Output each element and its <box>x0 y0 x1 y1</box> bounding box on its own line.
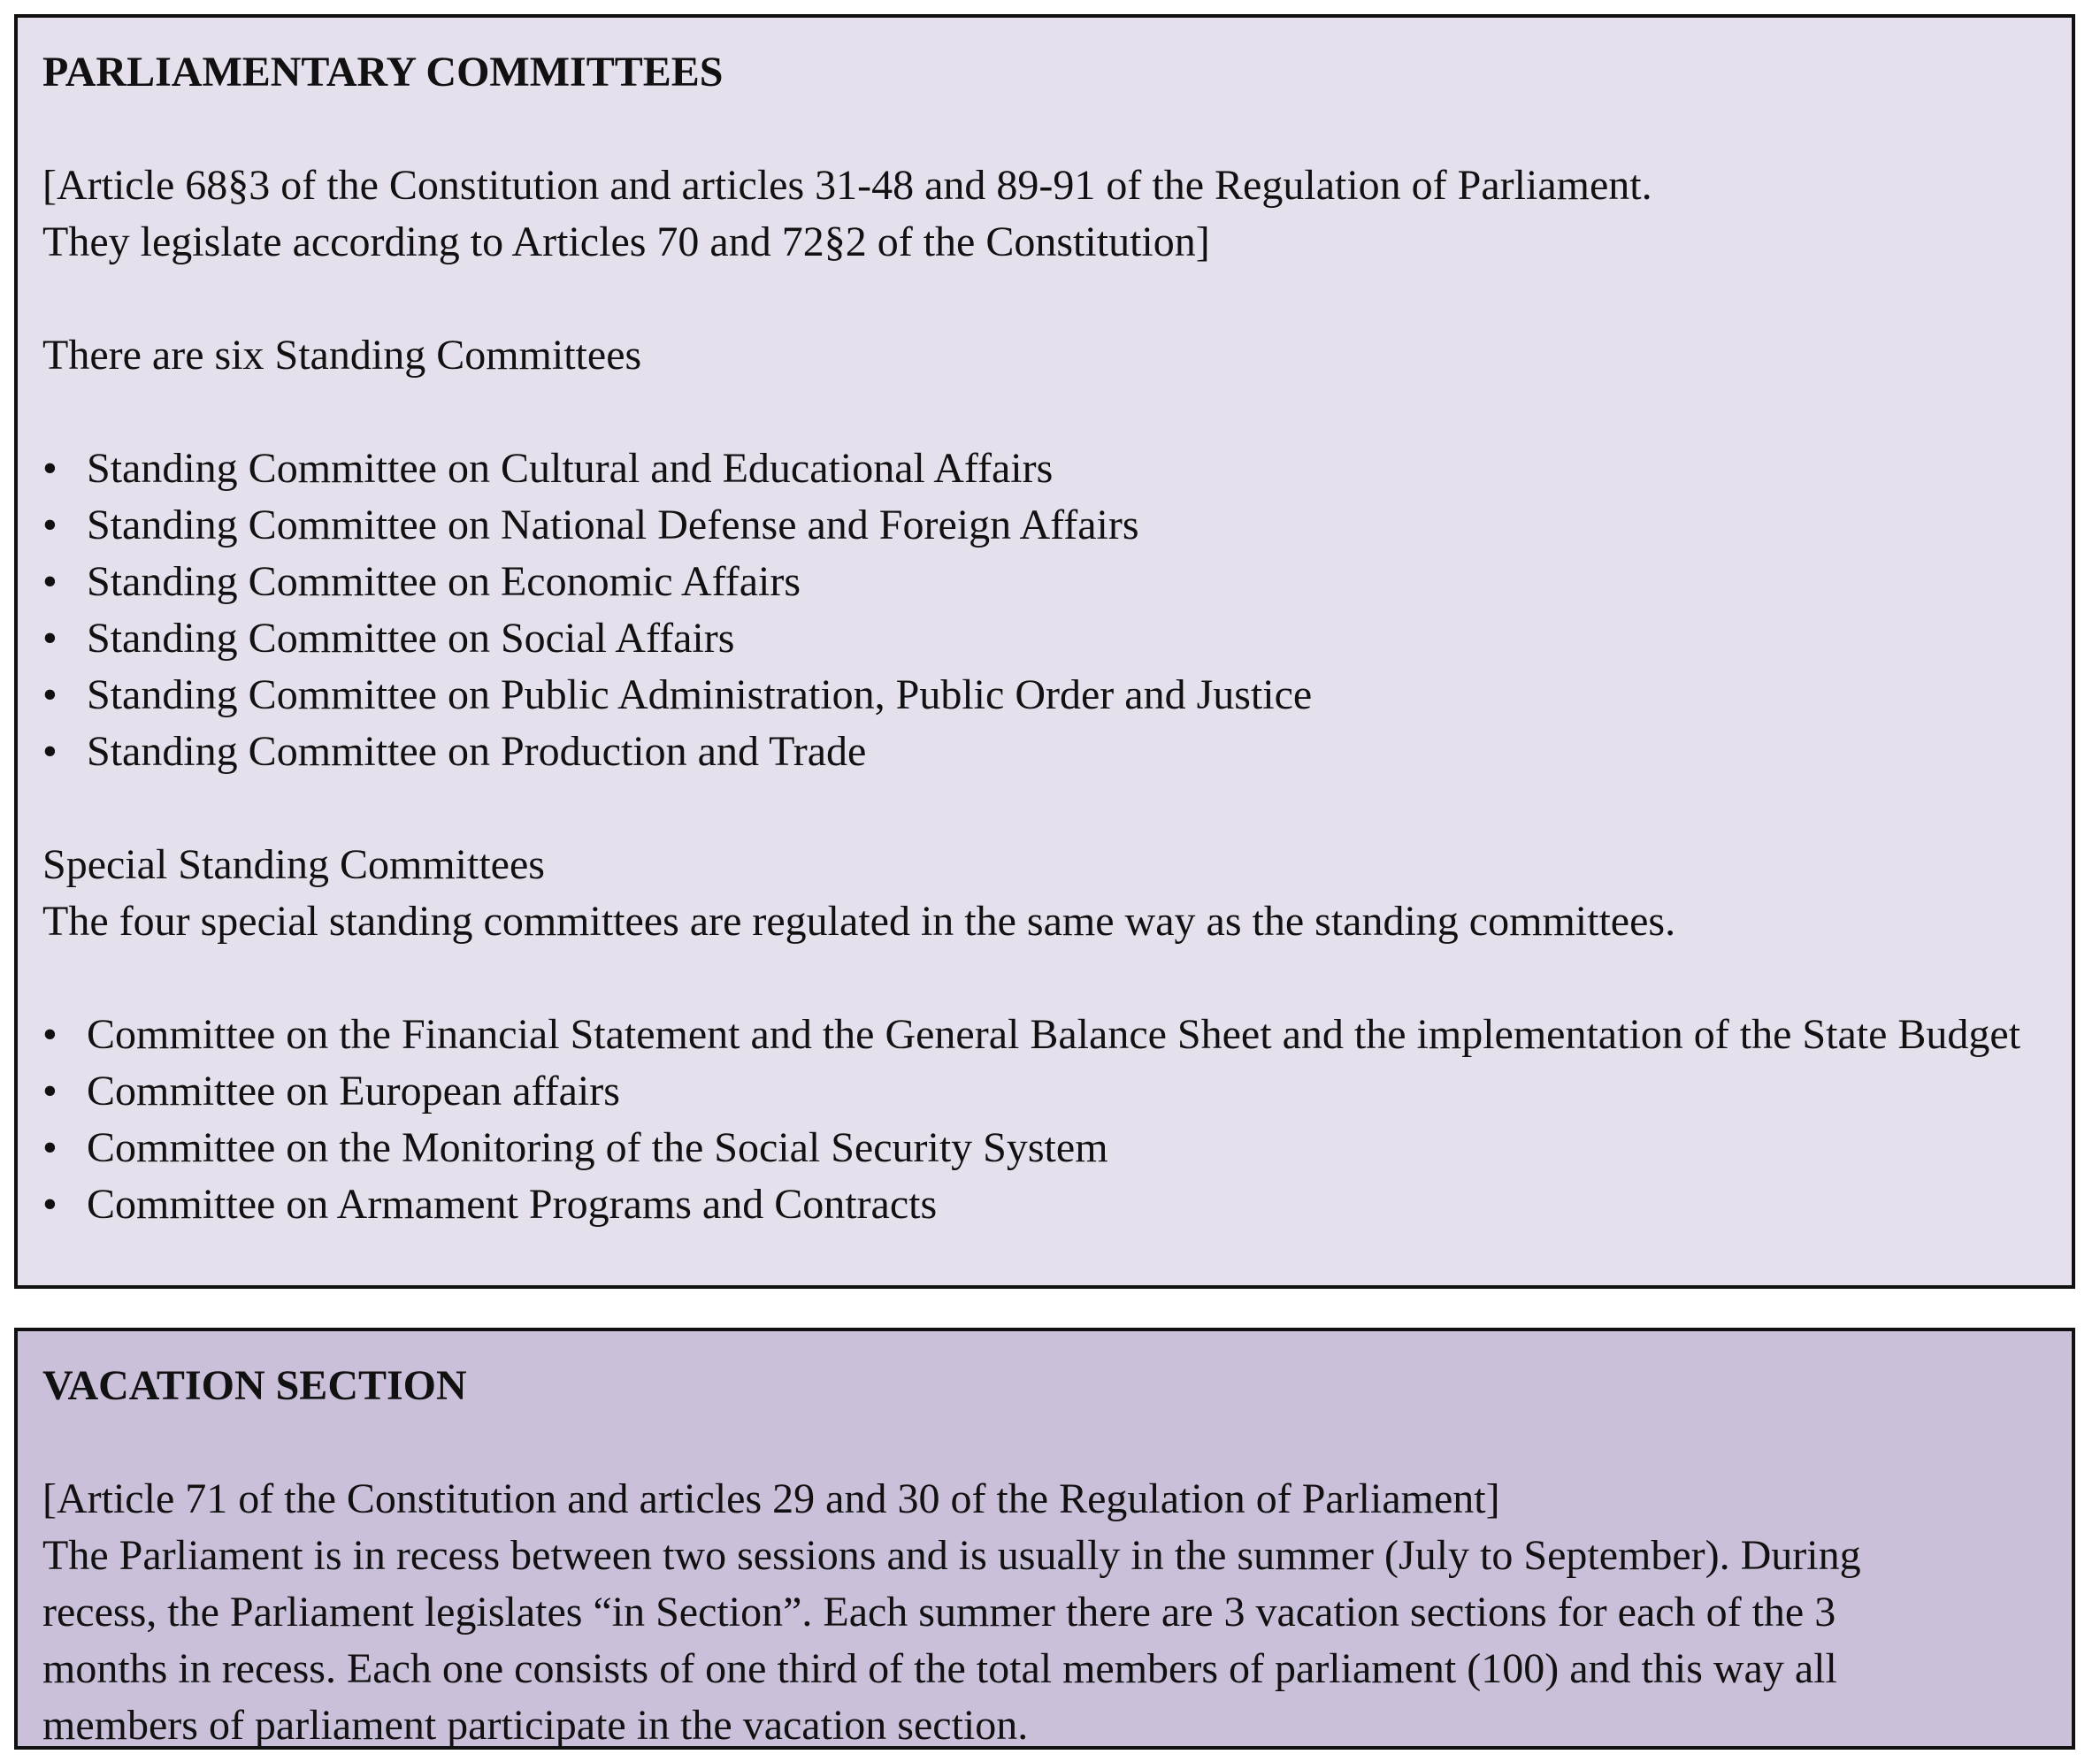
vacation-body-line: The Parliament is in recess between two sessions and is usually in the summer (July to September). During <box>42 1532 1861 1579</box>
list-item: • Standing Committee on Production and Trade <box>42 724 2047 780</box>
list-item: • Standing Committee on Public Administration, Public Order and Justice <box>42 667 2047 724</box>
list-item: • Standing Committee on National Defense and Foreign Affairs <box>42 497 2047 554</box>
vacation-section-box <box>14 1328 2075 1750</box>
parliamentary-committees-box <box>14 14 2075 1289</box>
vacation-title: VACATION SECTION <box>42 1362 467 1409</box>
vacation-body-line: recess, the Parliament legislates “in Section”. Each summer there are 3 vacation sections for each of the 3 <box>42 1589 1836 1636</box>
list-item: • Committee on the Financial Statement and the General Balance Sheet and the implementation of the State Budget <box>42 1007 2047 1063</box>
vacation-body <box>42 1528 2047 1754</box>
list-item: • Committee on Armament Programs and Contracts <box>42 1176 2047 1233</box>
list-item: • Standing Committee on Cultural and Educational Affairs <box>42 440 2047 497</box>
spacer <box>42 1414 2047 1471</box>
special-heading: Special Standing Committees <box>42 841 545 888</box>
standing-intro: There are six Standing Committees <box>42 332 642 379</box>
standing-committees-list <box>42 440 2047 780</box>
committees-title: PARLIAMENTARY COMMITTEES <box>42 49 724 96</box>
spacer <box>42 271 2047 327</box>
vacation-reference: [Article 71 of the Constitution and articles 29 and 30 of the Regulation of Parliament] <box>42 1475 1500 1522</box>
spacer <box>42 384 2047 440</box>
list-item: • Committee on European affairs <box>42 1063 2047 1120</box>
special-intro: The four special standing committees are regulated in the same way as the standing committees. <box>42 898 1676 945</box>
vacation-body-line: months in recess. Each one consists of one third of the total members of parliament (100) and this way all <box>42 1645 1837 1692</box>
reference-line-2: They legislate according to Articles 70 and 72§2 of the Constitution] <box>42 218 1210 265</box>
vacation-body-line: members of parliament participate in the vacation section. <box>42 1702 1029 1749</box>
list-item: • Standing Committee on Economic Affairs <box>42 554 2047 610</box>
special-committees-list <box>42 1007 2047 1233</box>
reference-line-1: [Article 68§3 of the Constitution and articles 31-48 and 89-91 of the Regulation of Parliament. <box>42 162 1652 209</box>
spacer <box>42 101 2047 157</box>
list-item: • Committee on the Monitoring of the Social Security System <box>42 1120 2047 1176</box>
spacer <box>42 780 2047 837</box>
list-item: • Standing Committee on Social Affairs <box>42 610 2047 667</box>
spacer <box>42 950 2047 1007</box>
committees-reference <box>42 157 2047 271</box>
